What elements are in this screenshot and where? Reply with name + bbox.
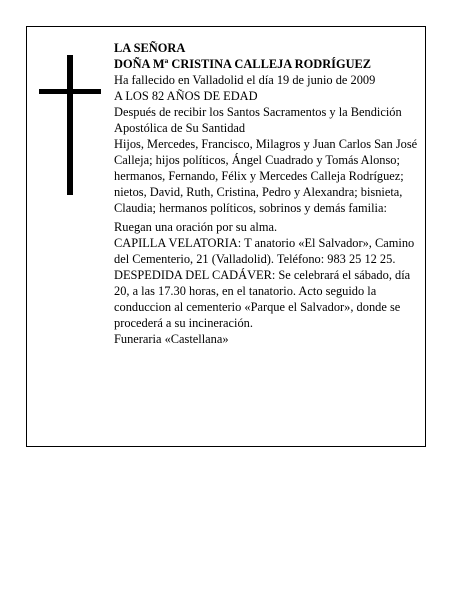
deceased-name: DOÑA Mª CRISTINA CALLEJA RODRÍGUEZ	[114, 57, 372, 71]
notice-heading: LA SEÑORA	[114, 41, 186, 55]
funeral-home: Funeraria «Castellana»	[114, 332, 229, 346]
cross-icon	[67, 55, 73, 195]
age-statement: A LOS 82 AÑOS DE EDAD	[114, 89, 258, 103]
obituary-card	[26, 26, 426, 447]
chapel-info: CAPILLA VELATORIA: T anatorio «El Salvador», Camino del Cementerio, 21 (Valladolid). Teléfono: 983 25 12 25.	[114, 236, 415, 266]
death-statement: Ha fallecido en Valladolid el día 19 de junio de 2009	[114, 73, 376, 87]
farewell-info: DESPEDIDA DEL CADÁVER: Se celebrará el sábado, día 20, a las 17.30 horas, en el tanatorio. Acto seguido la conduccion al cementerio «Parque el Salvador», donde se procederá a su incineración.	[114, 268, 411, 330]
prayer-request: Ruegan una oración por su alma.	[114, 220, 278, 234]
cross-icon-bar	[39, 89, 101, 94]
family-list: Hijos, Mercedes, Francisco, Milagros y Juan Carlos San José Calleja; hijos políticos, Ángel Cuadrado y Tomás Alonso; hermanos, Fernando, Félix y Mercedes Calleja Rodríguez; nietos, David, Ruth, Cristina, Pedro y Alexandra; bisnieta, Claudia; hermanos políticos, sobrinos y demás familia:	[114, 137, 418, 215]
obituary-text	[114, 40, 422, 347]
sacraments-statement: Después de recibir los Santos Sacramentos y la Bendición Apostólica de Su Santidad	[114, 105, 402, 135]
